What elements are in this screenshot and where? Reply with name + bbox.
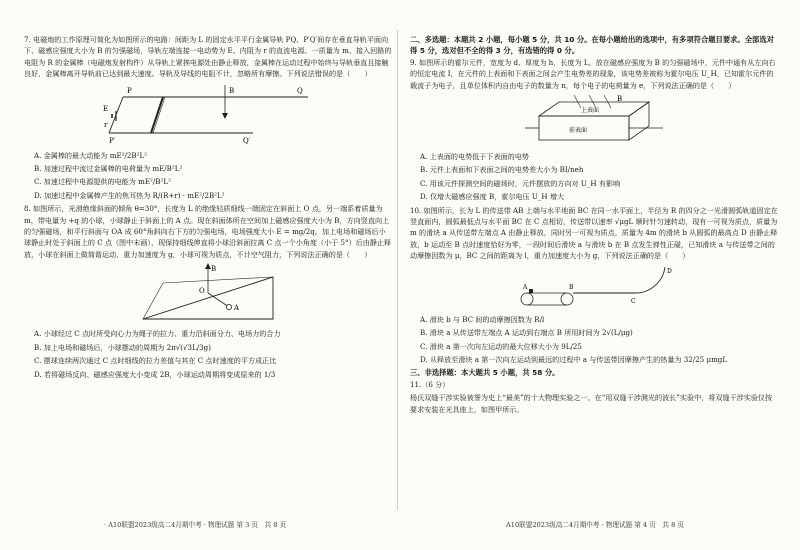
footer-left: · A10联盟2023级高二4月期中考 · 物理试题 第 3 页 共 8 页	[104, 521, 287, 529]
q9-stem: 9. 如图所示的霍尔元件，宽度为 d、厚度为 h，长度为 L，放在磁感应强度为 B 的匀强磁场中，元件中通有从左向右的恒定电流 I，在元件的上表面和下表面之间会产生电势差的现象，该电势差被称为霍尔电压 U_H，已知霍尔元件的载流子为电子，且单位体积内自由电子的数量为 n，每个电子的电荷量为 e，下列说法正确的是（ ）	[410, 57, 776, 90]
q8-label-b: B	[211, 265, 217, 274]
q9-option-a[interactable]: A. 上表面的电势低于下表面的电势	[420, 152, 529, 162]
q10-option-b[interactable]: B. 滑块 a 从传送带左端点 A 运动到右端点 B 所用时间为 2√(L/μg)	[420, 328, 633, 338]
q7-option-d[interactable]: D. 加速过程中金属棒产生的焦耳热为 R/(R+r) · mE²/2B²L²	[34, 190, 225, 200]
q7-label-p: P	[127, 86, 132, 95]
q7-option-a[interactable]: A. 金属棒的最大动能为 mE²/2B²L²	[34, 150, 147, 160]
q10-label-c: C	[631, 297, 636, 305]
q10-option-a[interactable]: A. 滑块 b 与 BC 间的动摩擦因数为 R/l	[420, 314, 545, 324]
left-column	[24, 34, 392, 382]
q7-rail-figure	[103, 83, 313, 147]
q8-stem: 8. 如图所示，光滑绝缘斜面的倾角 θ=30°，长度为 L 的绝缘轻质细线一端固定在斜面上 O 点，另一端系着质量为 m，带电量为 +q 的小球，小球静止于斜面上的 A 点。现在斜面体所在空间加上磁感应强度大小为 B，方向竖直向上的匀强磁场，和平行斜面与 OA 成 60°角斜向右下方的匀强电场，电场强度大小 E = mg/2q。加上电场和磁场后小球静止时处于斜面上的 C 点（图中未画），现保持细线伸直将小球沿斜面拉离 C 点一个小角度（小于 5°）后由静止释放，小球在斜面上做简谐运动，重力加速度为 g，小球可视为质点，不计空气阻力，下列说法正确的是（ ）	[24, 204, 392, 259]
q10-option-c[interactable]: C. 滑块 a 第一次向左运动的最大位移大小为 9L/25	[420, 341, 582, 351]
right-column	[410, 34, 778, 417]
q8-label-o: O	[199, 287, 205, 296]
q7-label-e: E	[103, 104, 109, 113]
q9-label-b: B	[617, 95, 623, 104]
section-2-heading: 二、多选题：本题共 2 小题，每小题 5 分，共 10 分。在每小题给出的选项中，有多项符合题目要求。全部选对得 5 分，选对但不全的得 3 分，有选错的得 0 分。	[410, 35, 774, 56]
q7-label-q-prime: Q′	[243, 136, 251, 145]
section-3-heading: 三、非选择题：本大题共 5 小题，共 58 分。	[410, 368, 560, 378]
footer-right: A10联盟2023级高二4月期中考 · 物理试题 第 4 页 共 8 页	[506, 521, 684, 529]
q7-label-p-prime: P′	[109, 136, 116, 145]
q9-label-top: 上表面	[581, 107, 600, 115]
q7-option-c[interactable]: C. 加速过程中电源提供的电能为 mE²/B²L²	[34, 177, 171, 187]
q7-option-b[interactable]: B. 加速过程中流过金属棒的电荷量为 mE/B²L²	[34, 164, 183, 174]
q10-label-a: A	[523, 283, 528, 291]
q9-label-front: 前表面	[569, 127, 588, 135]
q10-label-d: D	[667, 267, 672, 275]
q10-stem: 10. 如图所示，长为 L 的传送带 AB 上端与水平地面 BC 在同一水平面上，半径为 R 的四分之一光滑圆弧轨道固定在竖直面内，圆弧最低点与水平面 BC 在 C 点相切，传送带以速率 √μgL 顺时针匀速转动，现有一可视为质点，质量为 m 的滑块 a 从传送带左端点 A 由静止释放，同时另一可视为质点，质量为 4m 的滑块 b 从圆弧的最高点 D 由静止释放，b 运动至 B 点时速度恰好为零，一段时间后滑块 a 与滑块 b 在 B 点发生弹性正碰，已知滑块 a 与传送带之间的动摩擦因数为 μ，BC 之间的距离为 l，重力加速度大小为 g，下列说法正确的是（ ）	[410, 205, 778, 261]
q11-stem: 11.（6 分）	[410, 379, 450, 389]
column-divider	[397, 30, 398, 510]
q7-label-b: B	[229, 86, 235, 95]
q9-option-c[interactable]: C. 用该元件探测空间的磁场时，元件摆放的方向对 U_H 有影响	[420, 178, 621, 188]
q8-option-c[interactable]: C. 摆球连续两次通过 C 点时细线的拉力差值与其在 C 点时速度的平方成正比	[34, 356, 277, 366]
q9-hall-element-figure	[519, 94, 669, 148]
q8-option-a[interactable]: A. 小球经过 C 点时所受向心力为绳子的拉力、重力沿斜面分力、电场力的合力	[34, 329, 281, 339]
q10-conveyor-figure	[509, 265, 679, 311]
q8-option-b[interactable]: B. 加上电场和磁场后，小球摆动的周期为 2π√(√3L/3g)	[34, 342, 211, 352]
q9-option-b[interactable]: B. 元件上表面和下表面之间的电势差大小为 BI/neh	[420, 165, 584, 175]
q10-option-d[interactable]: D. 从释放至滑块 a 第一次向左运动到最远的过程中 a 与传送带因摩擦产生的热量为 32/25 μmgL	[420, 354, 728, 364]
q7-label-q: Q	[297, 86, 303, 95]
q8-option-d[interactable]: D. 若将磁场反向、磁感应强度大小变成 2B，小球运动周期将变成原来的 1/3	[34, 369, 276, 379]
q7-stem: 7. 电磁炮的工作原理可简化为如图所示的电路：间距为 L 的固定水平平行金属导轨 PQ、P′Q′间存在垂直导轨平面向下、磁感应强度大小为 B 的匀强磁场，导轨左端连接一电动势为 E、内阻为 r 的直流电源。一质量为 m、接入回路的电阻为 R 的金属棒（电磁炮发射构件）从导轨上紧挨电源处由静止释放，金属棒在运动过程中始终与导轨垂直且接触良好，金属棒离开导轨前已达到最大速度。导轨及导线的电阻不计，忽略所有摩擦。下列说法错误的是（ ）	[24, 35, 392, 79]
q8-incline-figure	[133, 263, 283, 325]
q10-label-b: B	[569, 283, 574, 291]
q7-label-r: r	[104, 120, 108, 129]
q8-label-a: A	[234, 304, 240, 313]
q9-option-d[interactable]: D. 仅增大磁感应强度 B，霍尔电压 U_H 增大	[420, 192, 565, 202]
q11-body: 杨氏双缝干涉实验被誉为史上“最美”的十大物理实验之一。在“用双缝干涉测光的波长”实验中，将双缝干涉实验仪按要求安装在光具座上，如图甲所示。	[410, 393, 773, 414]
